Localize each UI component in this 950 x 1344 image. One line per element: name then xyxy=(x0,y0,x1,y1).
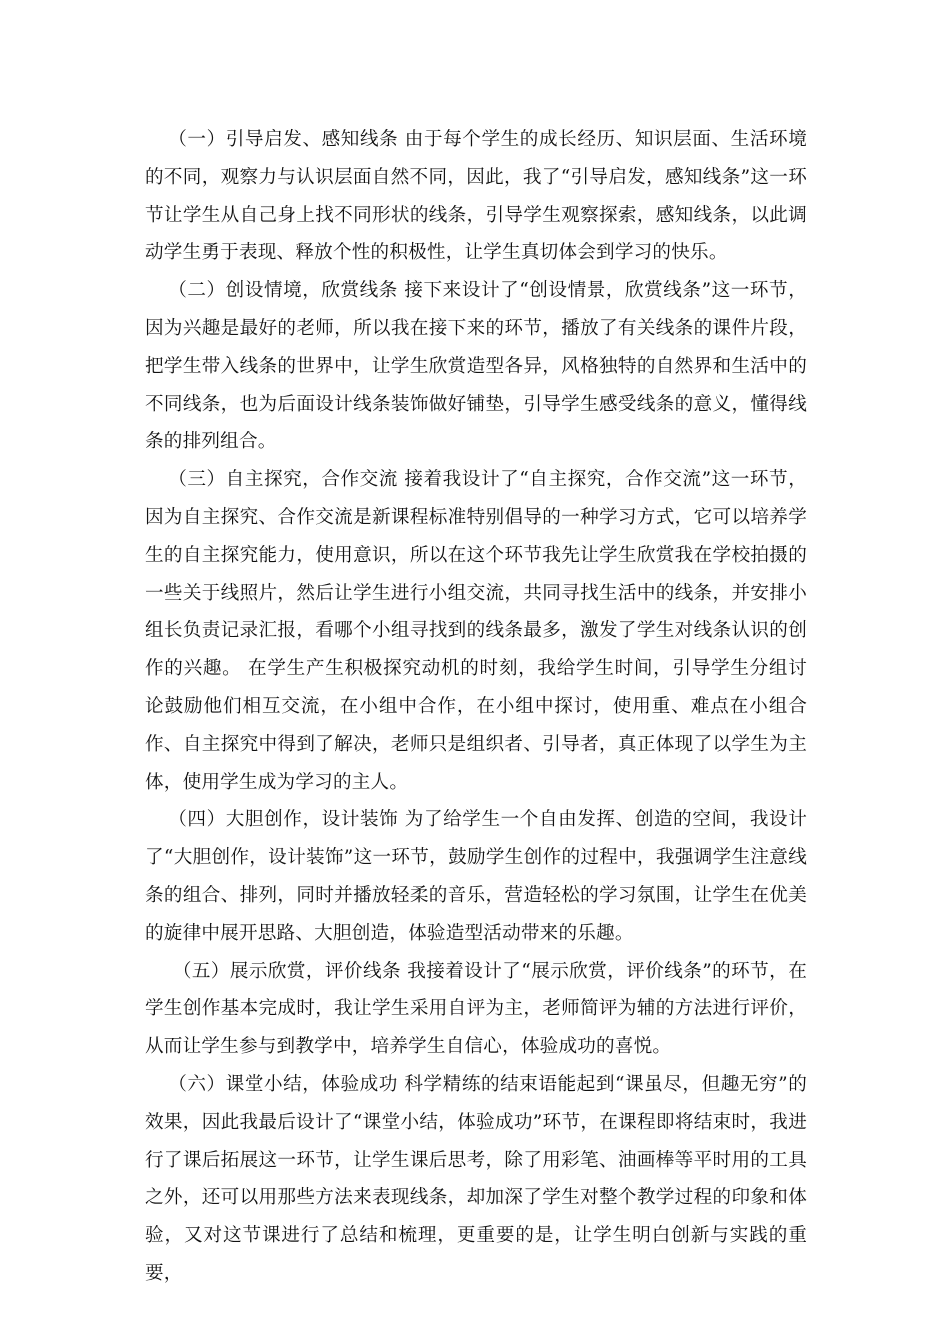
paragraph-5: （五）展示欣赏，评价线条 我接着设计了“展示欣赏，评价线条”的环节，在学生创作基本完成时，我让学生采用自评为主，老师简评为辅的方法进行评价，从而让学生参与到教学中，培养学生自信心，体验成功的喜悦。 xyxy=(145,960,807,1058)
document-body xyxy=(145,121,807,1293)
paragraph-4: （四）大胆创作，设计装饰 为了给学生一个自由发挥、创造的空间，我设计了“大胆创作，设计装饰”这一环节，鼓励学生创作的过程中，我强调学生注意线条的组合、排列，同时并播放轻柔的音乐，营造轻松的学习氛围，让学生在优美的旋律中展开思路、大胆创造，体验造型活动带来的乐趣。 xyxy=(145,809,807,944)
paragraph-3: （三）自主探究，合作交流 接着我设计了“自主探究，合作交流”这一环节，因为自主探究、合作交流是新课程标准特别倡导的一种学习方式，它可以培养学生的自主探究能力，使用意识，所以在这个环节我先让学生欣赏我在学校拍摄的一些关于线照片，然后让学生进行小组交流，共同寻找生活中的线条，并安排小组长负责记录汇报，看哪个小组寻找到的线条最多，激发了学生对线条认识的创作的兴趣。 在学生产生积极探究动机的时刻，我给学生时间，引导学生分组讨论鼓励他们相互交流，在小组中合作，在小组中探讨，使用重、难点在小组合作、自主探究中得到了解决，老师只是组织者、引导者，真正体现了以学生为主体，使用学生成为学习的主人。 xyxy=(145,469,807,793)
paragraph-2: （二）创设情境，欣赏线条 接下来设计了“创设情景，欣赏线条”这一环节，因为兴趣是最好的老师，所以我在接下来的环节，播放了有关线条的课件片段，把学生带入线条的世界中，让学生欣赏造型各异，风格独特的自然界和生活中的不同线条，也为后面设计线条装饰做好铺垫，引导学生感受线条的意义，懂得线条的排列组合。 xyxy=(145,280,807,453)
paragraph-6: （六）课堂小结，体验成功 科学精练的结束语能起到“课虽尽，但趣无穷”的效果，因此我最后设计了“课堂小结，体验成功”环节，在课程即将结束时，我进行了课后拓展这一环节，让学生课后思考，除了用彩笔、油画棒等平时用的工具之外，还可以用那些方法来表现线条，却加深了学生对整个教学过程的印象和体验，又对这节课进行了总结和梳理，更重要的是，让学生明白创新与实践的重要， xyxy=(145,1073,807,1284)
paragraph-1: （一）引导启发、感知线条 由于每个学生的成长经历、知识层面、生活环境的不同，观察力与认识层面自然不同，因此，我了“引导启发，感知线条”这一环节让学生从自己身上找不同形状的线条，引导学生观察探索，感知线条，以此调动学生勇于表现、释放个性的积极性，让学生真切体会到学习的快乐。 xyxy=(145,129,807,264)
